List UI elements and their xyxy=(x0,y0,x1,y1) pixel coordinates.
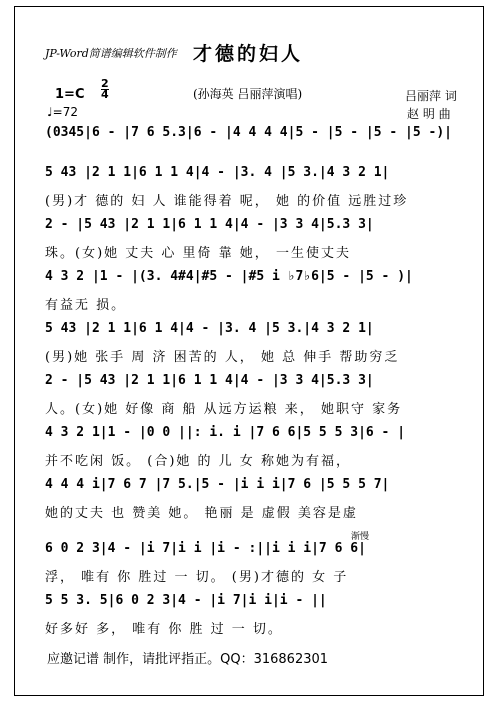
notes-line: 6 0 2 3|4 - |i 7|i i |i - :||i i i|7 6 6| xyxy=(45,541,366,556)
singers: (孙海英 吕丽萍演唱) xyxy=(193,87,303,101)
lyrics-line: 并不吃闲 饭。 (合)她 的 儿 女 称她为有福， xyxy=(45,454,351,469)
score-row-9 xyxy=(45,541,483,585)
notes-line: 4 3 2 |1 - |(3. 4#4|#5 - |#5 i ♭7♭6|5 - |5 - )| xyxy=(45,269,413,284)
song-title: 才德的妇人 xyxy=(193,43,304,65)
lyrics-line: 浮， 唯有 你 胜过 一 切。 (男)才德的 女 子 xyxy=(45,570,349,585)
lyrics-line: 人。(女)她 好像 商 船 从远方运粮 来， 她职守 家务 xyxy=(45,402,403,417)
notes-line: 2 - |5 43 |2 1 1|6 1 1 4|4 - |3 3 4|5.3 3| xyxy=(45,373,374,388)
lyrics-line: 她的丈夫 也 赞美 她。 艳丽 是 虚假 美容是虚 xyxy=(45,506,358,521)
notes-line: 5 43 |2 1 1|6 1 1 4|4 - |3. 4 |5 3.|4 3 2 1| xyxy=(45,165,390,180)
score-row-7 xyxy=(45,425,483,469)
time-signature xyxy=(101,79,109,100)
lyrics-line: 有益无 损。 xyxy=(45,298,127,313)
notes-line: (0345|6 - |7 6 5.3|6 - |4 4 4 4|5 - |5 - |5 - |5 -)| xyxy=(45,125,452,140)
score-row-10 xyxy=(45,593,483,637)
score-row-1 xyxy=(45,125,483,150)
lyrics-line: (男)才 德的 妇 人 谁能得着 呢， 她 的价值 远胜过珍 xyxy=(45,194,409,209)
score-page xyxy=(14,6,484,696)
lyrics-line: 珠。(女)她 丈夫 心 里倚 靠 她， 一生使丈夫 xyxy=(45,246,351,261)
time-signature-top: 2 xyxy=(101,77,109,90)
lyrics-line: 好多好 多， 唯有 你 胜 过 一 切。 xyxy=(45,622,283,637)
notes-line: 2 - |5 43 |2 1 1|6 1 1 4|4 - |3 3 4|5.3 3| xyxy=(45,217,374,232)
software-credit: JP-Word简谱编辑软件制作 xyxy=(45,47,177,60)
notes-line: 4 4 4 i|7 6 7 |7 5.|5 - |i i i|7 6 |5 5 5 7| xyxy=(45,477,390,492)
tempo-marking: ♩=72 xyxy=(47,105,78,119)
score-row-6 xyxy=(45,373,483,417)
score-row-5 xyxy=(45,321,483,365)
lyricist: 吕丽萍 词 xyxy=(405,89,457,103)
time-signature-bottom: 4 xyxy=(101,88,109,101)
notes-line: 4 3 2 1|1 - |0 0 ||: i. i |7 6 6|5 5 5 3|6 - | xyxy=(45,425,406,440)
composer: 赵 明 曲 xyxy=(407,107,451,121)
score-row-3 xyxy=(45,217,483,261)
score-row-4 xyxy=(45,269,483,313)
footer-note: 应邀记谱 制作，请批评指正。QQ：316862301 xyxy=(47,652,329,667)
key-signature: 1=C xyxy=(55,87,85,102)
lyrics-line: (男)她 张手 周 济 困苦的 人， 她 总 伸手 帮助穷乏 xyxy=(45,350,400,365)
tempo-change-marking: 渐慢 xyxy=(351,532,370,542)
score-row-8 xyxy=(45,477,483,521)
notes-line: 5 43 |2 1 1|6 1 4|4 - |3. 4 |5 3.|4 3 2 1| xyxy=(45,321,374,336)
score-row-2 xyxy=(45,165,483,209)
notes-line: 5 5 3. 5|6 0 2 3|4 - |i 7|i i|i - || xyxy=(45,593,327,608)
